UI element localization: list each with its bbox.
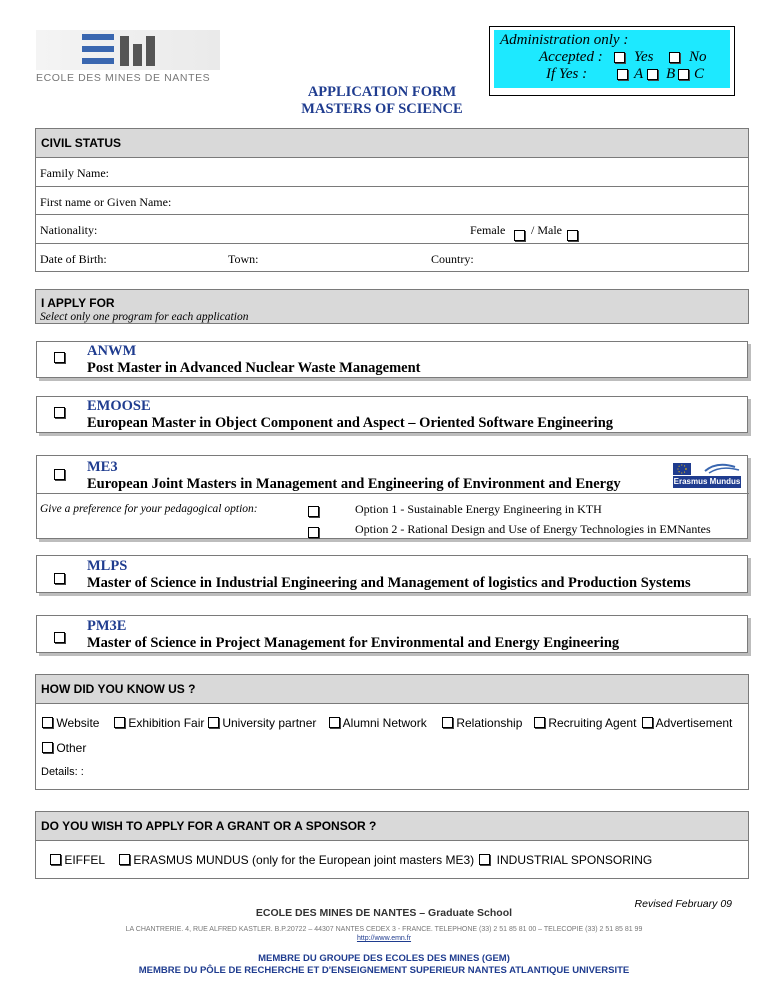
me3-option-prompt: Give a preference for your pedagogical option: <box>40 503 258 515</box>
checkbox-icon[interactable] <box>442 717 453 728</box>
option2-checkbox[interactable] <box>308 524 319 542</box>
form-title-line2: MASTERS OF SCIENCE <box>301 101 463 117</box>
source-label: Alumni Network <box>342 716 427 730</box>
grade-b-checkbox[interactable] <box>647 67 658 84</box>
checkbox-icon[interactable] <box>42 742 53 753</box>
option1-label: Option 1 - Sustainable Energy Engineering in KTH <box>355 502 602 516</box>
source-label: Recruiting Agent <box>548 716 637 730</box>
program-me3[interactable] <box>36 455 748 539</box>
first-name-label: First name or Given Name: <box>40 195 172 209</box>
birth-row[interactable] <box>36 244 748 272</box>
source-exhibition-fair[interactable] <box>114 716 204 730</box>
grant-header: DO YOU WISH TO APPLY FOR A GRANT OR A SPONSOR ? <box>36 812 748 841</box>
grant-section <box>35 811 749 879</box>
program-name: Master of Science in Project Management for Environmental and Energy Engineering <box>87 635 620 651</box>
program-name: Master of Science in Industrial Engineering and Management of logistics and Production Systems <box>87 575 691 591</box>
checkbox-icon[interactable] <box>329 717 340 728</box>
form-title-line1: APPLICATION FORM <box>307 84 457 100</box>
program-mlps-checkbox[interactable] <box>54 573 65 584</box>
grade-b-label: B <box>666 66 676 82</box>
erasmus-mundus-text: Erasmus Mundus <box>673 477 741 486</box>
source-label: University partner <box>222 716 317 730</box>
administration-box <box>489 26 735 96</box>
footer-address: LA CHANTRERIE. 4, RUE ALFRED KASTLER. B.P.20722 – 44307 NANTES CEDEX 3 - FRANCE. TELEPHONE (33) 2 51 85 81 00 – TELECOPIE (33) 2 51 85 81 99 <box>125 926 643 933</box>
program-code: ME3 <box>87 459 118 475</box>
apply-for-subtitle: Select only one program for each application <box>40 311 249 323</box>
family-name-label: Family Name: <box>40 166 109 180</box>
footer-school: ECOLE DES MINES DE NANTES – Graduate School <box>255 907 513 919</box>
grade-c-checkbox[interactable] <box>678 67 689 84</box>
program-code: ANWM <box>87 343 137 359</box>
checkbox-icon[interactable] <box>642 717 653 728</box>
revision-note: Revised February 09 <box>634 898 732 910</box>
program-code: EMOOSE <box>87 398 151 414</box>
apply-for-header: I APPLY FOR <box>41 296 115 310</box>
grant-label: INDUSTRIAL SPONSORING <box>496 853 653 867</box>
option1-checkbox[interactable] <box>308 503 319 521</box>
how-know-header: HOW DID YOU KNOW US ? <box>36 675 748 704</box>
erasmus-mundus-logo <box>669 459 743 490</box>
program-mlps[interactable] <box>36 555 748 593</box>
program-anwm-checkbox[interactable] <box>54 352 65 363</box>
source-other[interactable] <box>42 741 86 755</box>
accepted-label: Accepted : <box>539 49 603 65</box>
footer-pole: MEMBRE DU PÔLE DE RECHERCHE ET D'ENSEIGNEMENT SUPERIEUR NANTES ATLANTIQUE UNIVERSITE <box>138 965 630 976</box>
source-relationship[interactable] <box>442 716 522 730</box>
accepted-yes-label: Yes <box>634 49 654 65</box>
source-label: Exhibition Fair <box>128 716 205 730</box>
male-label: / Male <box>531 223 562 237</box>
town-label: Town: <box>228 252 259 266</box>
form-title <box>270 84 494 118</box>
accepted-no-label: No <box>689 49 707 65</box>
footer-gem: MEMBRE DU GROUPE DES ECOLES DES MINES (GEM) <box>258 953 510 964</box>
grant-erasmus-mundus[interactable] <box>119 853 474 867</box>
emn-logo-mark <box>36 30 220 70</box>
nationality-label: Nationality: <box>40 223 98 237</box>
grade-a-label: A <box>634 66 644 82</box>
grade-c-label: C <box>694 66 705 82</box>
source-label: Relationship <box>456 716 523 730</box>
checkbox-icon[interactable] <box>114 717 125 728</box>
checkbox-icon[interactable] <box>42 717 53 728</box>
program-code: PM3E <box>87 618 127 634</box>
grant-industrial-sponsoring[interactable] <box>479 853 652 867</box>
nationality-row[interactable] <box>36 215 748 244</box>
details-label[interactable]: Details: : <box>41 766 84 778</box>
source-label: Other <box>56 741 87 755</box>
program-emoose-checkbox[interactable] <box>54 407 65 418</box>
first-name-row[interactable] <box>36 187 748 215</box>
accepted-yes-checkbox[interactable] <box>614 50 625 67</box>
program-emoose[interactable] <box>36 396 748 433</box>
grant-eiffel[interactable] <box>50 853 105 867</box>
apply-for-header-box <box>35 289 749 324</box>
source-label: Website <box>56 716 100 730</box>
footer-url-link[interactable]: http://www.emn.fr <box>356 935 412 942</box>
admin-title: Administration only : <box>500 32 629 48</box>
family-name-row[interactable] <box>36 158 748 187</box>
grant-label: EIFFEL <box>64 853 106 867</box>
checkbox-icon[interactable] <box>50 854 61 865</box>
civil-status-section <box>35 128 749 272</box>
program-anwm[interactable] <box>36 341 748 378</box>
female-label: Female <box>470 223 506 237</box>
source-alumni-network[interactable] <box>329 716 427 730</box>
program-me3-checkbox[interactable] <box>54 469 65 480</box>
program-name: European Joint Masters in Management and Engineering of Environment and Energy <box>87 476 621 492</box>
source-label: Advertisement <box>655 716 733 730</box>
country-label: Country: <box>431 252 474 266</box>
checkbox-icon[interactable] <box>534 717 545 728</box>
source-advertisement[interactable] <box>642 716 732 730</box>
program-code: MLPS <box>87 558 128 574</box>
checkbox-icon[interactable] <box>479 854 490 865</box>
program-name: European Master in Object Component and Aspect – Oriented Software Engineering <box>87 415 614 431</box>
date-of-birth-label: Date of Birth: <box>40 252 107 266</box>
accepted-no-checkbox[interactable] <box>669 50 680 67</box>
program-name: Post Master in Advanced Nuclear Waste Management <box>87 360 421 376</box>
if-yes-label: If Yes : <box>546 66 588 82</box>
program-pm3e-checkbox[interactable] <box>54 632 65 643</box>
how-know-section <box>35 674 749 790</box>
program-pm3e[interactable] <box>36 615 748 653</box>
option2-label: Option 2 - Rational Design and Use of Energy Technologies in EMNantes <box>355 522 711 536</box>
grade-a-checkbox[interactable] <box>617 67 628 84</box>
checkbox-icon[interactable] <box>208 717 219 728</box>
school-logo <box>36 30 220 86</box>
grant-label: ERASMUS MUNDUS (only for the European joint masters ME3) <box>133 853 475 867</box>
source-university-partner[interactable] <box>208 716 316 730</box>
logo-text: ECOLE DES MINES DE NANTES <box>36 72 211 84</box>
source-website[interactable] <box>42 716 99 730</box>
civil-status-header: CIVIL STATUS <box>36 129 748 158</box>
source-recruiting-agent[interactable] <box>534 716 636 730</box>
checkbox-icon[interactable] <box>119 854 130 865</box>
